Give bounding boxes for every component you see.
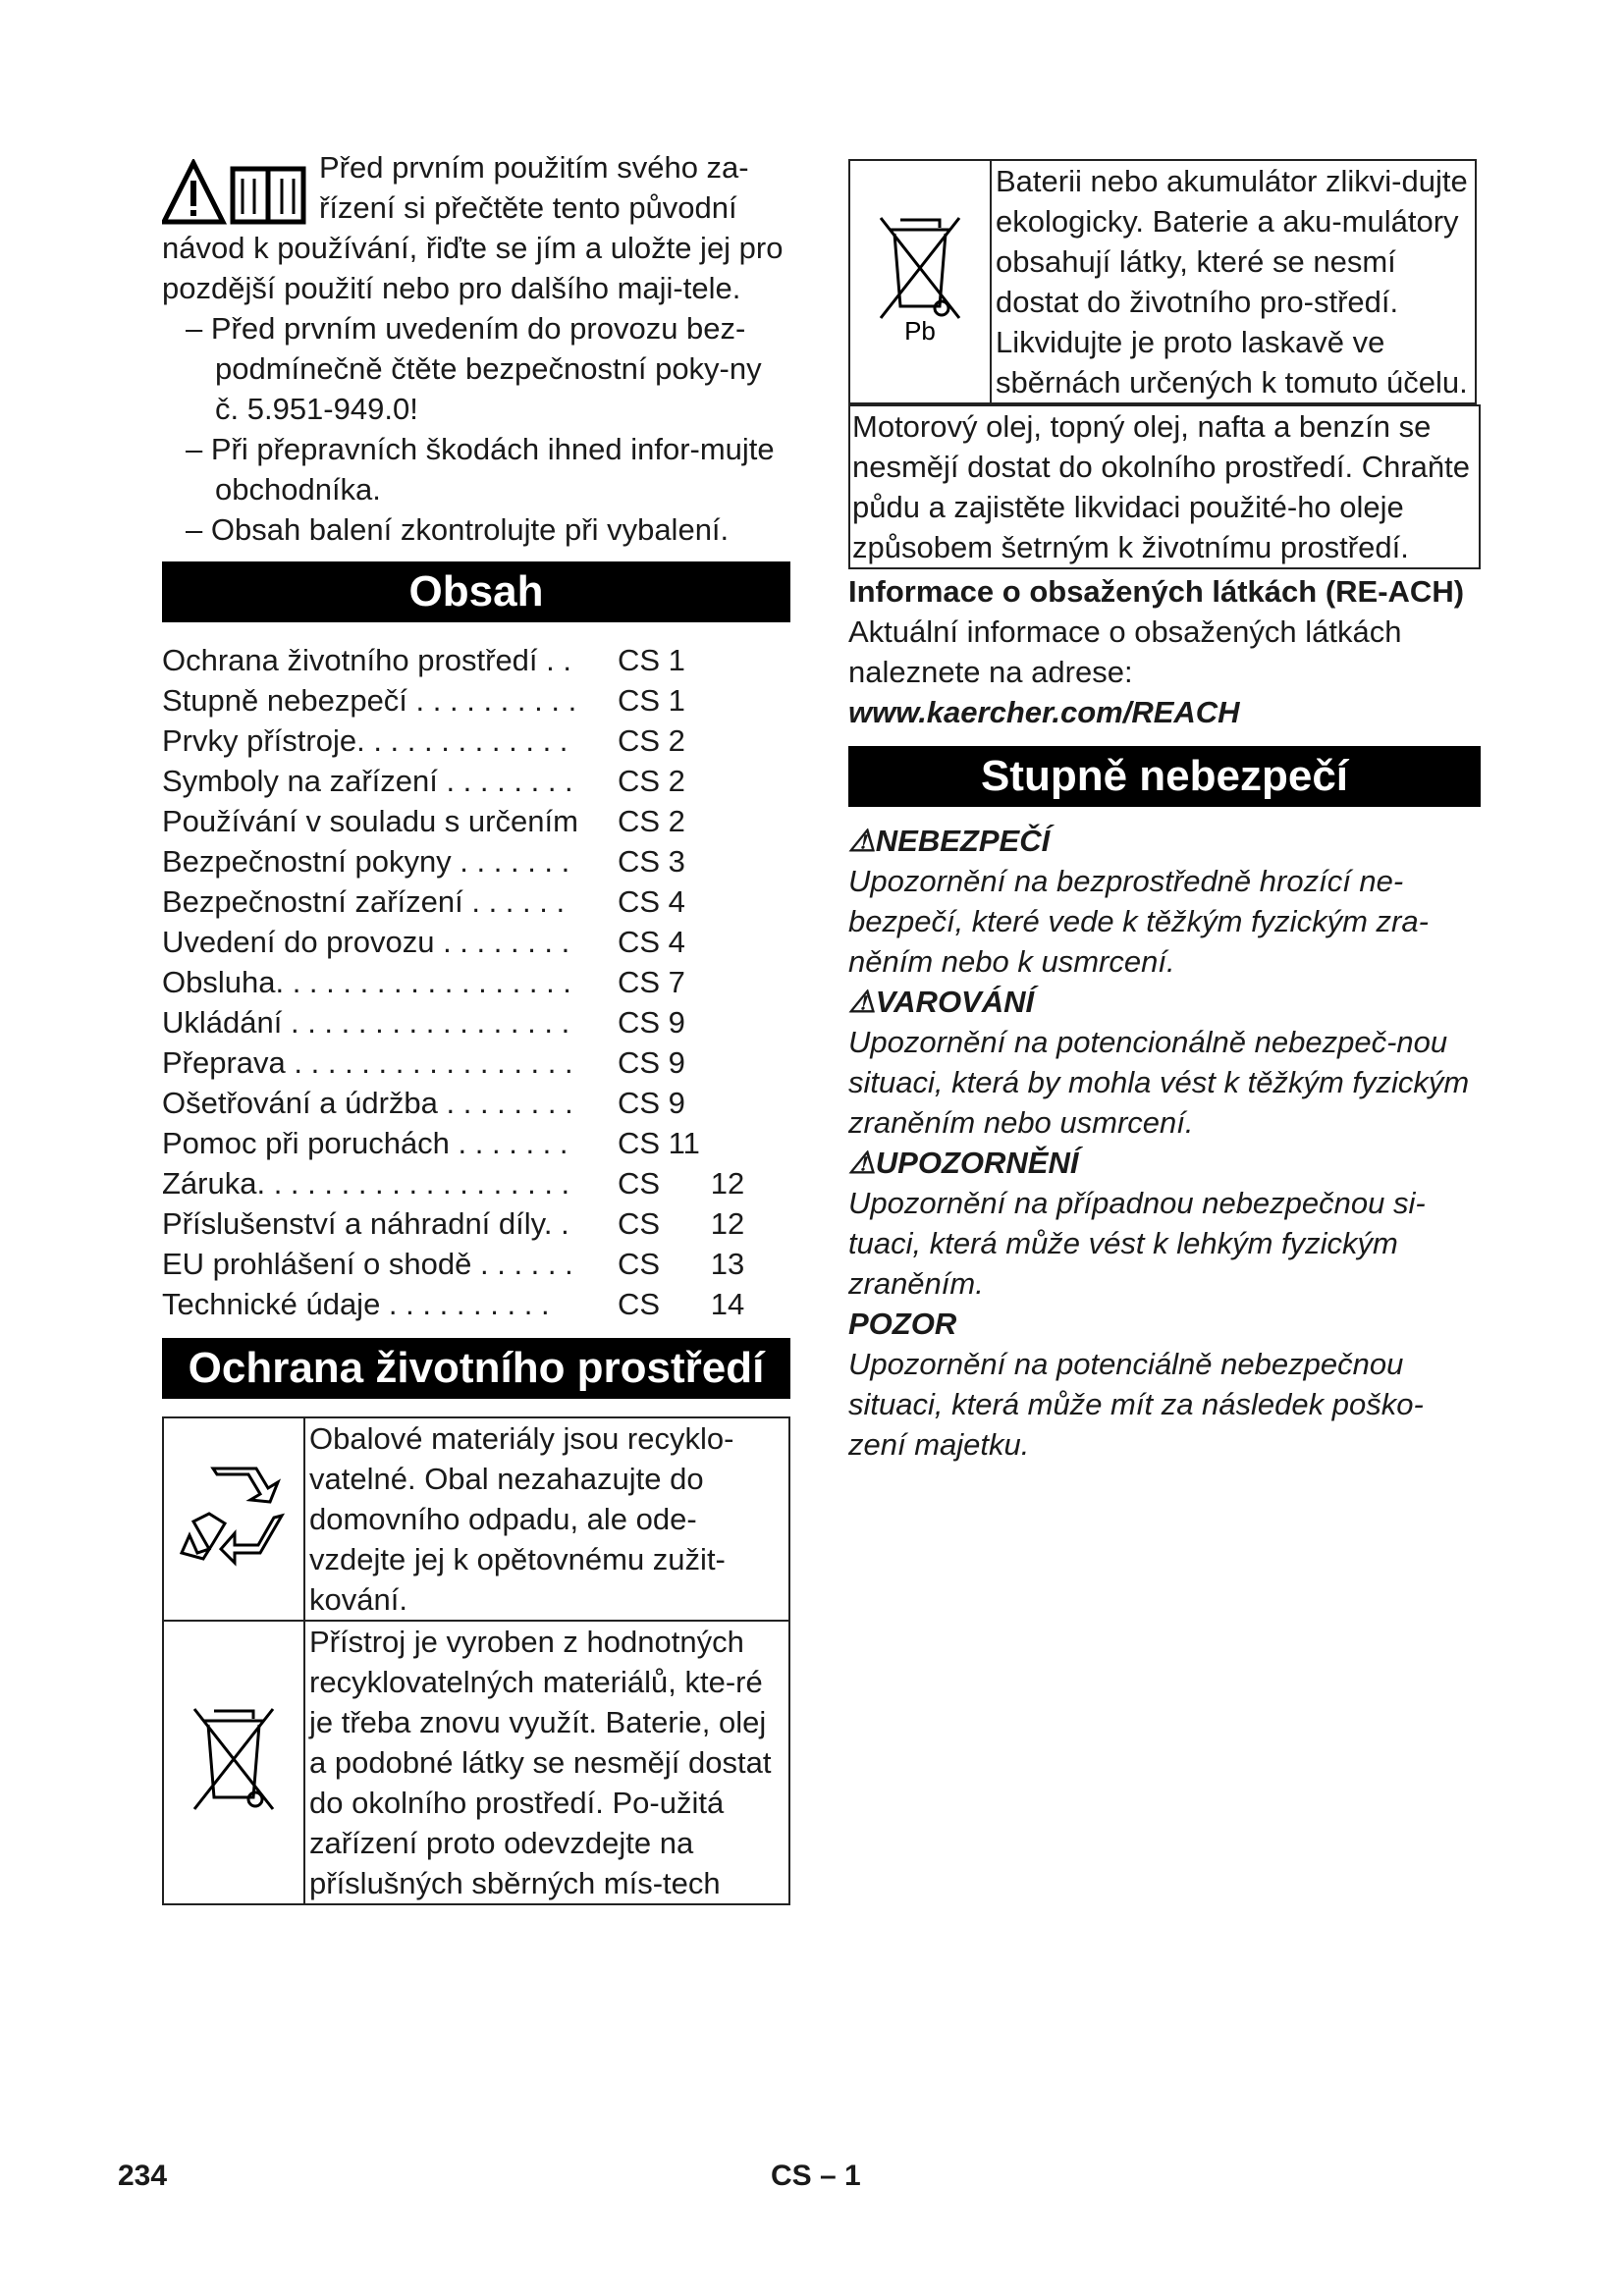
toc-entry-title: Používání v souladu s určením [162,804,578,838]
toc-entry-ref: CS 4 [618,884,685,919]
toc-entry-title: EU prohlášení o shodě . . . . . . [162,1247,573,1281]
left-column [162,147,790,1905]
toc-entry-title: Ochrana životního prostředí . . [162,643,571,677]
reach-heading: Informace o obsažených látkách (RE-ACH) [848,574,1465,609]
right-column [848,159,1481,1465]
battery-table [848,159,1477,404]
toc-entry[interactable] [162,801,790,841]
toc-entry[interactable] [162,841,790,881]
intro-list-item: – Obsah balení zkontrolujte při vybalení. [186,512,730,547]
battery-row [849,160,1476,403]
toc-entry-ref: CS 11 [618,1126,700,1160]
hazard-text-caution: Upozornění na případnou nebezpečnou si-tuaci, která může vést k lehkým fyzickým zraněním. [848,1186,1426,1301]
toc-entry[interactable] [162,680,790,721]
battery-icon-cell [849,160,991,403]
crossed-bin-icon [185,1699,283,1817]
hazard-level [848,1304,1481,1465]
intro-list-item: – Před prvním uvedením do provozu bez-podmínečně čtěte bezpečnostní poky-ny č. 5.951-949.0! [186,311,762,426]
warning-manual-icon [162,159,309,228]
toc-entry-ref: CS 13 [618,1247,745,1281]
recycle-text: Obalové materiály jsou recyklo-vatelné. Obal nezahazujte do domovního odpadu, ale ode-vzdejte jej k opětovnému zužit-kování. [304,1417,789,1621]
reach-link[interactable]: www.kaercher.com/REACH [848,695,1240,729]
toc-entry-ref: CS 1 [618,643,685,677]
toc-entry-ref: CS 3 [618,844,685,879]
toc-entry-title: Ošetřování a údržba . . . . . . . . [162,1086,573,1120]
intro-line-2: řízení si přečtěte tento původní [319,190,737,225]
toc-entry-title: Uvedení do provozu . . . . . . . . [162,925,570,959]
toc-entry-ref: CS 7 [618,965,685,999]
device-icon-cell [163,1621,304,1904]
toc-entry-ref: CS 2 [618,804,685,838]
battery-text: Baterii nebo akumulátor zlikvi-dujte ekologicky. Baterie a aku-mulátory obsahují látky, které se nesmí dostat do životního pro-středí. Likvidujte je proto laskavě ve sběrnách určených k tomuto účelu. [991,160,1476,403]
toc-entry[interactable] [162,922,790,962]
toc-entry-title: Pomoc při poruchách . . . . . . . [162,1126,568,1160]
recycle-icon [180,1461,288,1569]
environment-table [162,1416,790,1905]
hazards-heading: Stupně nebezpečí [848,746,1481,807]
intro-list [162,308,790,550]
recycle-row [163,1417,789,1621]
toc-entry-title: Ukládání . . . . . . . . . . . . . . . . . [162,1005,570,1040]
toc-entry[interactable] [162,761,790,801]
hazard-title-warning: ⚠VAROVÁNÍ [848,985,1035,1019]
device-disposal-text: Přístroj je vyroben z hodnotných recyklovatelných materiálů, kte-ré je třeba znovu využít. Baterie, olej a podobné látky se nesmějí dostat do okolního prostředí. Po-užitá zařízení proto odevzdejte na příslušných sběrných mís-tech [304,1621,789,1904]
toc-entry-ref: CS 1 [618,683,685,718]
toc-entry-ref: CS 12 [618,1206,745,1241]
toc-entry-ref: CS 12 [618,1166,745,1201]
page-label: CS – 1 [771,2160,861,2192]
recycle-icon-cell [163,1417,304,1621]
toc-entry-ref: CS 9 [618,1086,685,1120]
oil-notice: Motorový olej, topný olej, nafta a benzín se nesmějí dostat do okolního prostředí. Chraňte půdu a zajistěte likvidaci použité-ho oleje způsobem šetrným k životnímu prostředí. [848,404,1481,569]
hazard-level [848,1143,1481,1304]
toc-entry-title: Bezpečnostní zařízení . . . . . . [162,884,566,919]
reach-text: Aktuální informace o obsažených látkách naleznete na adrese: [848,614,1402,689]
toc-entry-title: Stupně nebezpečí . . . . . . . . . . [162,683,577,718]
toc-entry[interactable] [162,640,790,680]
toc-entry-ref: CS 14 [618,1287,745,1321]
toc-entry[interactable] [162,1083,790,1123]
toc-heading: Obsah [162,561,790,622]
toc-entry[interactable] [162,1244,790,1284]
toc-entry[interactable] [162,1042,790,1083]
toc-entry-ref: CS 4 [618,925,685,959]
toc-entry[interactable] [162,1284,790,1324]
toc-entry-ref: CS 2 [618,723,685,758]
battery-icon-label: Pb [904,316,936,346]
hazard-title-caution: ⚠UPOZORNĚNÍ [848,1146,1079,1180]
toc-entry[interactable] [162,1002,790,1042]
hazard-level [848,982,1481,1143]
toc-entry-ref: CS 9 [618,1045,685,1080]
toc-entry-ref: CS 9 [618,1005,685,1040]
intro-text: návod k používání, řiďte se jím a uložte jej pro pozdější použití nebo pro dalšího maji-tele. [162,231,784,305]
hazard-title-danger: ⚠NEBEZPEČÍ [848,824,1051,858]
toc-entry-title: Obsluha. . . . . . . . . . . . . . . . . . [162,965,571,999]
hazard-text-warning: Upozornění na potencionálně nebezpeč-nou situaci, která by mohla vést k těžkým fyzickým zraněním nebo usmrcení. [848,1025,1470,1140]
environment-heading: Ochrana životního prostředí [162,1338,790,1399]
toc-list [162,640,790,1324]
hazard-text-danger: Upozornění na bezprostředně hrozící ne-bezpečí, které vede k těžkým fyzickým zra-něním nebo k usmrcení. [848,864,1429,979]
hazard-level [848,821,1481,982]
device-disposal-row [163,1621,789,1904]
hazard-title-notice: POZOR [848,1307,957,1341]
toc-entry-title: Prvky přístroje. . . . . . . . . . . . . [162,723,568,758]
toc-entry-title: Příslušenství a náhradní díly. . [162,1206,569,1241]
toc-entry[interactable] [162,1163,790,1203]
hazard-text-notice: Upozornění na potenciálně nebezpečnou situaci, která může mít za následek poško-zení majetku. [848,1347,1424,1462]
toc-entry-ref: CS 2 [618,764,685,798]
intro-list-item: – Při přepravních škodách ihned infor-mujte obchodníka. [186,432,775,507]
crossed-bin-pb-icon [871,208,969,346]
toc-entry[interactable] [162,881,790,922]
toc-entry[interactable] [162,962,790,1002]
toc-entry-title: Přeprava . . . . . . . . . . . . . . . . . [162,1045,573,1080]
page-number: 234 [118,2160,168,2192]
intro-block [162,147,790,228]
toc-entry-title: Bezpečnostní pokyny . . . . . . . [162,844,570,879]
toc-entry-title: Záruka. . . . . . . . . . . . . . . . . . . [162,1166,570,1201]
toc-entry-title: Symboly na zařízení . . . . . . . . [162,764,573,798]
toc-entry[interactable] [162,1203,790,1244]
intro-line-1: Před prvním použitím svého za- [319,150,749,185]
toc-entry[interactable] [162,1123,790,1163]
toc-entry-title: Technické údaje . . . . . . . . . . [162,1287,550,1321]
toc-entry[interactable] [162,721,790,761]
